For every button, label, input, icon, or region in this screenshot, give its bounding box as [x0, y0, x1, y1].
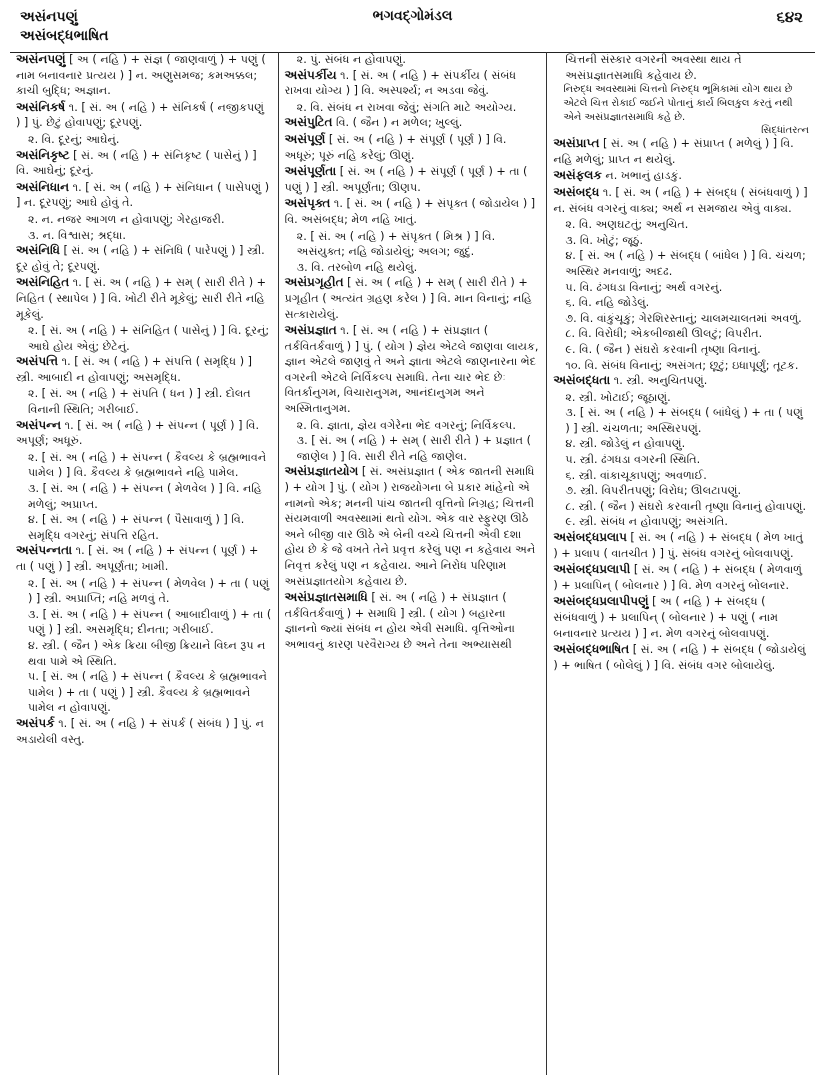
headword: અસંનિકર્ષ [16, 99, 66, 114]
headword: અસંપત્તિ [16, 354, 59, 369]
headword: અસંપ્રગૃહીત [284, 275, 344, 290]
headword: અસંફલક [553, 168, 602, 183]
definition: ૧. સ્ત્રી. અનુચિતપણું. [610, 374, 708, 388]
headword: અસંપર્ક [16, 715, 55, 730]
definition: ૧. [ સં. અ ( નહિ ) + સંપૃક્ત ( જોડાયેલ ) ] વિ. અસંબદ્ધ; મેળ નહિ ખાતું. [284, 197, 536, 226]
sense: ૫. સ્ત્રી. ઢંગધડા વગરની સ્થિતિ. [565, 453, 701, 467]
dictionary-entry [553, 530, 809, 561]
column-2 [278, 52, 547, 1075]
definition: [ સં. અ ( નહિ ) + સંનિધિ ( પારેપણું ) ] સ્ત્રી. દૂર હોવું તે; દૂરપણું. [16, 244, 265, 273]
dictionary-entry [553, 562, 809, 593]
dictionary-entry [553, 594, 809, 641]
sense: ૯. વિ. ( જૈન ) સંઘરો કરવાની તૃષ્ણા વિનાનું. [565, 342, 761, 356]
definition: ૧. [ સં. અ ( નહિ ) + સંપ્રજ્ઞાત ( તર્કવિતર્કવાળું ) ] પું. ( યોગ ) જ્ઞેય એટલે જાણવા લાયક, જ્ઞાન એટલે જાણવું તે અને જ્ઞાતા એટલે જાણનારના ભેદ વગરની એટલે નિર્વિકલ્પ સમાધિ. તેના ચાર ભેદ છેઃ વિતર્કાનુગમ, વિચારાનુગમ, આનંદાનુગમ અને અસ્મિતાનુગમ. [284, 324, 539, 416]
sense: ૩. વિ. તરબોળ નહિ થયેલું. [296, 260, 418, 274]
definition: [ સં. અ ( નહિ ) + સંનિકૃષ્ટ ( પાસેનું ) ] વિ. આઘેનું; દૂરનું. [16, 148, 257, 178]
dictionary-entry [553, 185, 809, 216]
sense: ૩. વિ. ખોટું; જૂઠું. [565, 233, 643, 247]
sense: ૬. વિ. નહિ જોડેલું. [565, 296, 650, 310]
headword: અસંપર્કીય [284, 67, 337, 82]
column-1 [10, 52, 278, 1075]
dictionary-entry [16, 543, 272, 574]
columns [10, 52, 815, 1075]
definition: ૧. [ સં. અ ( નહિ ) + સંપર્ક ( સંબંધ ) ] પું. ન અડાયેલી વસ્તુ. [16, 716, 264, 746]
last-headword: અસંબદ્ધભાષિત [20, 28, 109, 44]
dictionary-entry [285, 275, 541, 322]
definition: ૧. [ સં. અ ( નહિ ) + સંપન્ન ( પૂર્ણ ) ] વિ. અપૂર્ણ; અધૂરું. [16, 418, 260, 448]
definition: [ સં. અસંપ્રજ્ઞાત ( એક જાતની સમાધિ ) + યોગ ] પું. ( યોગ ) રાજયોગના બે પ્રકાર માંહેનો એ નામનો એક; મનની પાંચ જાતની વૃત્તિનો નિગ્રહ; ચિત્તની સંયમવાળી અવસ્થામાં થતો યોગ. એક વાર સ્ફુરણ ઊઠે અને બીજી વાર ઊઠે એ બેની વચ્ચે ચિત્તની એવી દશા હોય છે કે જે વખતે તેને પ્રવૃત્ત કરેલું પણ ન કહેવાય અને નિવૃત્ત કરેલું પણ ન કહેવાય. આને નિરોધ પરિણામ અસંપ્રજ્ઞાતયોગ કહેવાય છે. [284, 465, 536, 588]
column-3 [546, 52, 815, 1075]
definition: ૧. [ સં. અ ( નહિ ) + સંનિધાન ( પાસેપણું ) ] ન. દૂરપણું; આઘે હોવું તે. [16, 180, 270, 210]
sense: ૬. સ્ત્રી. વાંકાચૂકાપણું; અવળાઈ. [565, 468, 707, 482]
dictionary-entry [16, 716, 272, 747]
headword: અસંનિહિત [16, 275, 70, 290]
first-headword: અસંનપણું [20, 9, 78, 25]
definition: [ અ ( નહિ ) + સંબદ્ધ ( સંબંધવાળું ) + પ્રલાપિન્ ( બોલનાર ) + પણું ( નામ બનાવનાર પ્રત્યય ) ] ન. મેળ વગરનું બોલવાપણું. [553, 595, 778, 640]
headword: અસંબદ્ધતા [553, 373, 611, 388]
headword: અસંબદ્ધપ્રલાપીપણું [553, 594, 649, 609]
sense: ૭. સ્ત્રી. વિપરીતપણું; વિરોધ; ઊલટાપણું. [565, 484, 742, 498]
dictionary-entry [285, 164, 541, 195]
definition: [ સં. અ ( નહિ ) + સમ્ ( સારી રીતે ) + પ્રગૃહીત ( અત્યંત ગ્રહણ કરેલ ) ] વિ. માન વિનાનું; નહિ સત્કારાયેલું. [284, 276, 532, 321]
headword: અસંપ્રજ્ઞાતસમાધિ [284, 590, 368, 605]
sense: ૪. [ સં. અ ( નહિ ) + સંપન્ન ( પૈસાવાળું ) ] વિ. સમૃદ્ધિ વગરનું; સંપત્તિ રહિત. [28, 513, 245, 542]
dictionary-entry [16, 52, 272, 99]
sense: ૨. વિ. સંબંધ ન રાખવા જેવું; સંગતિ માટે અયોગ્ય. [296, 100, 517, 114]
page-number: ૬૪૨ [776, 8, 803, 26]
definition: ૧. [ સં. અ ( નહિ ) + સમ્ ( સારી રીતે ) + નિહિત ( સ્થાપેલ ) ] વિ. ખોટી રીતે મૂકેલું; સારી રીતે નહિ મૂકેલું. [16, 276, 267, 321]
dictionary-entry [285, 464, 541, 589]
quotation: નિરુદ્ધ અવસ્થામાં ચિત્તનો નિરુદ્ધ ભૂમિકામાં યોગ થાય છે એટલે ચિત્ત રોકાઈ જઈને પોતાનું કાર્ય બિલકુલ કરતું નથી એને અસંપ્રજ્ઞાતસમાધિ કહે છે. [563, 84, 793, 124]
definition: ૧. [ સં. અ ( નહિ ) + સંબદ્ધ ( સંબંધવાળું ) ] ન. સંબંધ વગરનું વાક્ય; અર્થ ન સમજાય એવું વાક્ય. [553, 185, 808, 215]
headword: અસંબદ્ધપ્રલાપ [553, 530, 627, 545]
dictionary-entry [16, 243, 272, 274]
headword: અસંપુટિત [284, 115, 333, 130]
sense: ૨. વિ. જ્ઞાતા, જ્ઞેય વગેરેના ભેદ વગરનું; નિર્વિકલ્પ. [296, 418, 516, 432]
dictionary-entry [285, 132, 541, 163]
sense: ૮. વિ. વિરોધી; એકબીજાથી ઊલટું; વિપરીત. [565, 327, 763, 341]
definition: [ અ ( નહિ ) + સંજ્ઞ ( જાણવાળું ) + પણું ( નામ બનાવનાર પ્રત્યય ) ] ન. અણુસમજ; કમઅક્કલ; કાચી બુદ્ધિ; અજ્ઞાન. [16, 53, 266, 98]
definition: [ સં. અ ( નહિ ) + સંપ્રાપ્ત ( મળેલું ) ] વિ. નહિ મળેલું; પ્રાપ્ત ન થયેલું. [553, 137, 794, 166]
headword: અસંપ્રાપ્ત [553, 136, 600, 151]
sense: ૨. વિ. દૂરનું; આઘેનું. [28, 132, 120, 146]
definition: ૧. [ સં. અ ( નહિ ) + સંપત્તિ ( સમૃદ્ધિ ) ] સ્ત્રી. આબાદી ન હોવાપણું; અસમૃદ્ધિ. [16, 355, 252, 384]
sense: ૪. સ્ત્રી. જોડેલું ન હોવાપણું. [565, 437, 686, 451]
dictionary-entry [285, 68, 541, 99]
sense: ૨. ન. નજર આગળ ન હોવાપણું; ગેરહાજરી. [28, 212, 225, 226]
sense: ૩. ન. વિશ્વાસ; શ્રદ્ધા. [28, 228, 126, 242]
sense: ૪. સ્ત્રી. ( જૈન ) એક ક્રિયા બીજી ક્રિયાને વિઘ્ન રૂપ ન થવા પામે એ સ્થિતિ. [28, 638, 266, 668]
definition: [ સં. અ ( નહિ ) + સંપૂર્ણ ( પૂર્ણ ) ] વિ. અધૂરું; પૂરું નહિ કરેલું; ઊણું. [284, 132, 507, 162]
sense: ૨. પું. સંબંધ ન હોવાપણું. [296, 53, 406, 66]
sense: ૨. [ સં. અ ( નહિ ) + સંપન્ન ( મેળવેલ ) + તા ( પણું ) ] સ્ત્રી. અપ્રાપ્તિ; નહિ મળવું તે. [28, 576, 270, 606]
dictionary-title: ભગવદ્ગોમંડલ [372, 8, 453, 24]
headword: અસંનપણું [16, 52, 66, 66]
sense: ૩. [ સં. અ ( નહિ ) + સમ્ ( સારી રીતે ) + પ્રજ્ઞાત ( જાણેલ ) ] વિ. સારી રીતે નહિ જાણેલ. [296, 434, 531, 463]
definition: [ સં. અ ( નહિ ) + સંપૂર્ણ ( પૂર્ણ ) + તા ( પણું ) ] સ્ત્રી. અપૂર્ણતા; ઊણપ. [284, 165, 528, 194]
headword: અસંપ્રજ્ઞાત [284, 323, 337, 338]
sense: ૩. [ સં. અ ( નહિ ) + સંપન્ન ( મેળવેલ ) ] વિ. નહિ મળેલું; અપ્રાપ્ત. [28, 482, 262, 511]
headword: અસંનિકૃષ્ટ [16, 147, 70, 162]
sense: ૨. [ સં. અ ( નહિ ) + સંપતિ ( ધન ) ] સ્ત્રી. દોલત વિનાની સ્થિતિ; ગરીબાઈ. [28, 387, 251, 417]
dictionary-entry [16, 275, 272, 322]
dictionary-entry [16, 180, 272, 211]
definition: ૧. [ સં. અ ( નહિ ) + સંપન્ન ( પૂર્ણ ) + તા ( પણું ) ] સ્ત્રી. અપૂર્ણતા; ખામી. [16, 544, 259, 573]
sense: ૩. [ સં. અ ( નહિ ) + સંબદ્ધ ( બાંધેલું ) + તા ( પણું ) ] સ્ત્રી. ચંચળતા; અસ્થિરપણું. [565, 406, 803, 435]
headword: અસંબદ્ધપ્રલાપી [553, 562, 631, 577]
sense: ૨. [ સં. અ ( નહિ ) + સંનિહિત ( પાસેનું ) ] વિ. દૂરનું; આઘે હોય એવું; છેટેનું. [28, 324, 270, 353]
dictionary-entry [285, 115, 541, 131]
sense: ૩. [ સં. અ ( નહિ ) + સંપન્ન ( આબાદીવાળું ) + તા ( પણું ) ] સ્ત્રી. અસમૃદ્ધિ; દીનતા; ગરીબાઈ. [28, 607, 272, 637]
page-header [10, 6, 815, 53]
dictionary-entry [285, 323, 541, 417]
sense: ૨. [ સં. અ ( નહિ ) + સંપૃક્ત ( મિશ્ર ) ] વિ. અસંયુક્ત; નહિ જોડાયેલું; અલગ; જુદું. [296, 229, 496, 259]
headword: અસંબદ્ધ [553, 184, 600, 199]
sense: ૫. [ સં. અ ( નહિ ) + સંપન્ન ( કૈવલ્ય કે બ્રહ્મભાવને પામેલ ) + તા ( પણું ) ] સ્ત્રી. કૈવલ્ય કે બ્રહ્મભાવને પામેલ ન હોવાપણું. [28, 670, 267, 715]
headword: અસંપૂર્ણ [284, 131, 326, 146]
sense: ચિત્તની સંસ્કાર વગરની અવસ્થા થાય તે અસંપ્રજ્ઞાતસમાધિ કહેવાય છે. [565, 53, 742, 82]
dictionary-entry [16, 100, 272, 131]
headword: અસંબદ્ધભાષિત [553, 642, 630, 657]
dictionary-entry [285, 196, 541, 227]
quotation-source: સિદ્ધાંતરત્ન [761, 125, 810, 137]
sense: ૨. વિ. અણઘટતું; અનુચિત. [565, 218, 689, 232]
definition: વિ. ( જૈન ) ન મળેલ; ખુલ્લું. [332, 116, 463, 130]
sense: ૨. [ સં. અ ( નહિ ) + સંપન્ન ( કૈવલ્ય કે બ્રહ્મભાવને પામેલ ) ] વિ. કૈવલ્ય કે બ્રહ્મભાવને નહિ પામેલ. [28, 450, 267, 480]
sense: ૪. [ સં. અ ( નહિ ) + સંબદ્ધ ( બાંધેલ ) ] વિ. ચંચળ; અસ્થિર મનવાળું; અદઢ. [565, 249, 806, 278]
dictionary-entry [553, 642, 809, 673]
sense: ૧૦. વિ. સંબંધ વિનાનું; અસંગત; છૂટું; ઇધાપૂર્ણું; તૂટક. [565, 358, 799, 372]
dictionary-entry [16, 354, 272, 385]
sense: ૭. વિ. વાંકુંચૂકું; ગેરશિરસ્તાનું; ચાલમચાલતમાં અવળું. [565, 311, 802, 325]
sense: ૫. વિ. ઢંગધડા વિનાનું; અર્થ વગરનું. [565, 280, 723, 294]
dictionary-entry [553, 373, 809, 389]
headword: અસંનિધિ [16, 243, 60, 258]
dictionary-entry [553, 168, 809, 184]
headword: અસંપન્ન [16, 417, 62, 432]
sense: ૯. સ્ત્રી. સંબંધ ન હોવાપણું; અસંગતિ. [565, 515, 728, 529]
definition: ૧. [ સં. અ ( નહિ ) + સંપર્કીય ( સંબંધ રાખવા યોગ્ય ) ] વિ. અસ્પર્શ્ય; ન અડવા જેવું. [284, 68, 517, 98]
definition: [ સં. અ ( નહિ ) + સંબદ્ધ ( મેળ ખાતું ) + પ્રલાપ ( વાતચીત ) ] પું. સંબંધ વગરનું બોલવાપણું. [553, 531, 804, 560]
dictionary-entry [16, 148, 272, 179]
dictionary-entry [553, 136, 809, 167]
definition: [ સં. અ ( નહિ ) + સંબદ્ધ ( મેળવાળું ) + પ્રલાપિન્ ( બોલનાર ) ] વિ. મેળ વગરનું બોલનાર. [553, 563, 803, 592]
headword: અસંપૃક્ત [284, 196, 331, 211]
definition: [ સં. અ ( નહિ ) + સંપ્રજ્ઞાત ( તર્કવિતર્કવાળું ) + સમાધિ ] સ્ત્રી. ( યોગ ) બહારના જ્ઞાનનો જ્યાં સંબંધ ન હોય એવી સમાધિ. વૃત્તિઓના અભાવનું કારણ પરવૈરાગ્ય છે અને તેના અભ્યાસથી [284, 591, 515, 651]
headword: અસંનિધાન [16, 179, 70, 194]
dictionary-entry [285, 590, 541, 652]
headword: અસંપ્રજ્ઞાતયોગ [284, 464, 359, 479]
dictionary-entry [16, 418, 272, 449]
headword: અસંપન્નતા [16, 543, 73, 558]
definition: ન. ખભાનું હાડકું. [601, 169, 682, 183]
headword: અસંપૂર્ણતા [284, 164, 337, 179]
definition: [ સં. અ ( નહિ ) + સંબદ્ધ ( જોડાયેલું ) + ભાષિત ( બોલેલું ) ] વિ. સંબંધ વગર બોલાયેલું. [553, 643, 806, 672]
sense: ૮. સ્ત્રી. ( જૈન ) સંઘરો કરવાની તૃષ્ણા વિનાનું હોવાપણું. [565, 499, 807, 513]
definition: ૧. [ સં. અ ( નહિ ) + સંનિકર્ષ ( નજીકપણું ) ] પું. છેટું હોવાપણું; દૂરપણું. [16, 100, 265, 130]
sense: ૨. સ્ત્રી. ખોટાઈ; જૂઠાણું. [565, 390, 671, 404]
